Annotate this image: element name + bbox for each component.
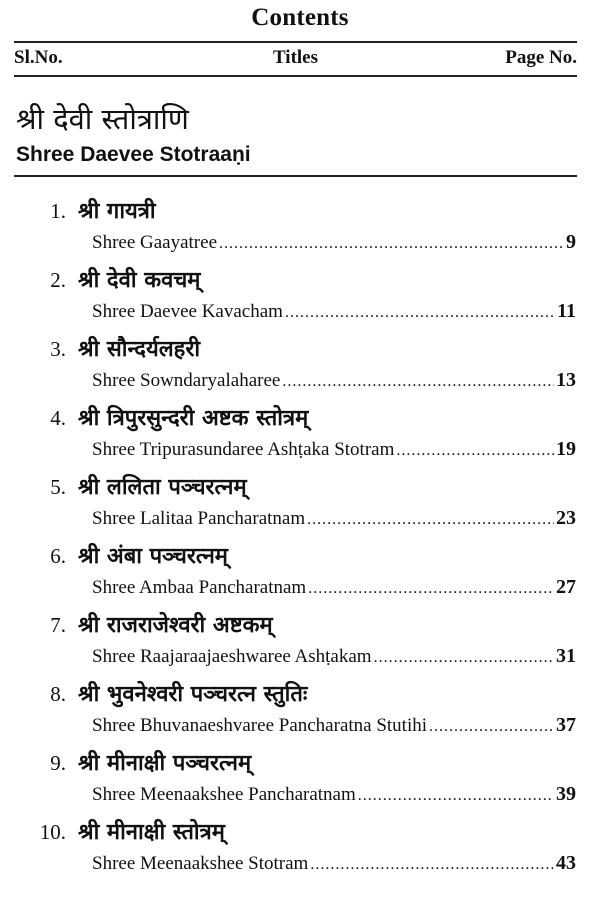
entry-number: 4. bbox=[50, 406, 66, 430]
entry-english-line bbox=[92, 300, 576, 324]
entry-english-line bbox=[92, 852, 576, 876]
dot-leader bbox=[219, 235, 564, 253]
entry-page-number: 43 bbox=[556, 852, 576, 874]
entry-page-number: 19 bbox=[556, 438, 576, 460]
entry-page-number: 9 bbox=[566, 231, 576, 253]
entry-title-hindi: श्री राजराजेश्वरी अष्टकम् bbox=[78, 613, 273, 638]
header-sl-no: Sl.No. bbox=[14, 47, 63, 68]
section-title-hindi: श्री देवी स्तोत्राणि bbox=[16, 102, 189, 136]
section-title-english: Shree Daevee Stotraaṇi bbox=[16, 143, 251, 166]
entry-page-number: 39 bbox=[556, 783, 576, 805]
contents-entry bbox=[0, 814, 600, 882]
entry-page-number: 37 bbox=[556, 714, 576, 736]
column-header-row bbox=[14, 47, 577, 73]
entry-title-hindi: श्री देवी कवचम् bbox=[78, 268, 201, 293]
header-divider bbox=[14, 75, 577, 77]
dot-leader bbox=[282, 373, 554, 391]
dot-leader bbox=[285, 304, 555, 322]
entry-english-line bbox=[92, 576, 576, 600]
dot-leader bbox=[310, 856, 554, 874]
entry-english-line bbox=[92, 369, 576, 393]
entry-english-line bbox=[92, 507, 576, 531]
entry-page-number: 31 bbox=[556, 645, 576, 667]
entry-title-english: Shree Meenaakshee Stotram bbox=[92, 853, 309, 874]
dot-leader bbox=[358, 787, 554, 805]
entry-number: 10. bbox=[39, 820, 66, 844]
contents-entry bbox=[0, 469, 600, 537]
dot-leader bbox=[396, 442, 554, 460]
entry-page-number: 23 bbox=[556, 507, 576, 529]
entry-title-hindi: श्री अंबा पञ्चरत्नम् bbox=[78, 544, 228, 569]
entry-number: 2. bbox=[50, 268, 66, 292]
entry-page-number: 13 bbox=[556, 369, 576, 391]
entry-title-english: Shree Ambaa Pancharatnam bbox=[92, 577, 307, 598]
contents-entry bbox=[0, 193, 600, 261]
entry-title-hindi: श्री त्रिपुरसुन्दरी अष्टक स्तोत्रम् bbox=[78, 406, 309, 431]
entry-english-line bbox=[92, 783, 576, 807]
entry-title-hindi: श्री मीनाक्षी पञ्चरत्नम् bbox=[78, 751, 252, 776]
entry-title-english: Shree Gaayatree bbox=[92, 232, 218, 253]
entry-number: 5. bbox=[50, 475, 66, 499]
dot-leader bbox=[308, 580, 554, 598]
entry-english-line bbox=[92, 438, 576, 462]
entry-number: 7. bbox=[50, 613, 66, 637]
contents-entry bbox=[0, 331, 600, 399]
entry-title-english: Shree Tripurasundaree Ashṭaka Stotram bbox=[92, 439, 395, 460]
entry-english-line bbox=[92, 645, 576, 669]
entry-page-number: 27 bbox=[556, 576, 576, 598]
entry-title-english: Shree Lalitaa Pancharatnam bbox=[92, 508, 306, 529]
entry-title-hindi: श्री मीनाक्षी स्तोत्रम् bbox=[78, 820, 225, 845]
entry-page-number: 11 bbox=[557, 300, 576, 322]
entry-title-english: Shree Bhuvanaeshvaree Pancharatna Stutihi bbox=[92, 715, 428, 736]
contents-entry bbox=[0, 538, 600, 606]
contents-entry bbox=[0, 676, 600, 744]
header-titles: Titles bbox=[272, 47, 319, 68]
dot-leader bbox=[429, 718, 554, 736]
entry-title-hindi: श्री ललिता पञ्चरत्नम् bbox=[78, 475, 247, 500]
header-page-no: Page No. bbox=[505, 47, 577, 68]
page-title: Contents bbox=[251, 4, 349, 31]
contents-entry bbox=[0, 607, 600, 675]
entry-title-english: Shree Meenaakshee Pancharatnam bbox=[92, 784, 356, 805]
entry-number: 1. bbox=[50, 199, 66, 223]
entry-title-english: Shree Sowndaryalaharee bbox=[92, 370, 281, 391]
section-divider bbox=[14, 175, 577, 177]
entry-number: 6. bbox=[50, 544, 66, 568]
title-divider bbox=[14, 41, 577, 43]
entry-title-hindi: श्री भुवनेश्वरी पञ्चरत्न स्तुतिः bbox=[78, 682, 308, 707]
entry-title-english: Shree Daevee Kavacham bbox=[92, 301, 283, 322]
entry-title-english: Shree Raajaraajaeshwaree Ashṭakam bbox=[92, 646, 372, 667]
entry-english-line bbox=[92, 714, 576, 738]
entry-title-hindi: श्री गायत्री bbox=[78, 199, 156, 224]
dot-leader bbox=[374, 649, 554, 667]
entry-number: 8. bbox=[50, 682, 66, 706]
contents-entry bbox=[0, 745, 600, 813]
contents-entry bbox=[0, 400, 600, 468]
entry-title-hindi: श्री सौन्दर्यलहरी bbox=[78, 337, 201, 362]
entry-number: 9. bbox=[50, 751, 66, 775]
dot-leader bbox=[307, 511, 554, 529]
entry-english-line bbox=[92, 231, 576, 255]
contents-entry bbox=[0, 262, 600, 330]
entry-number: 3. bbox=[50, 337, 66, 361]
